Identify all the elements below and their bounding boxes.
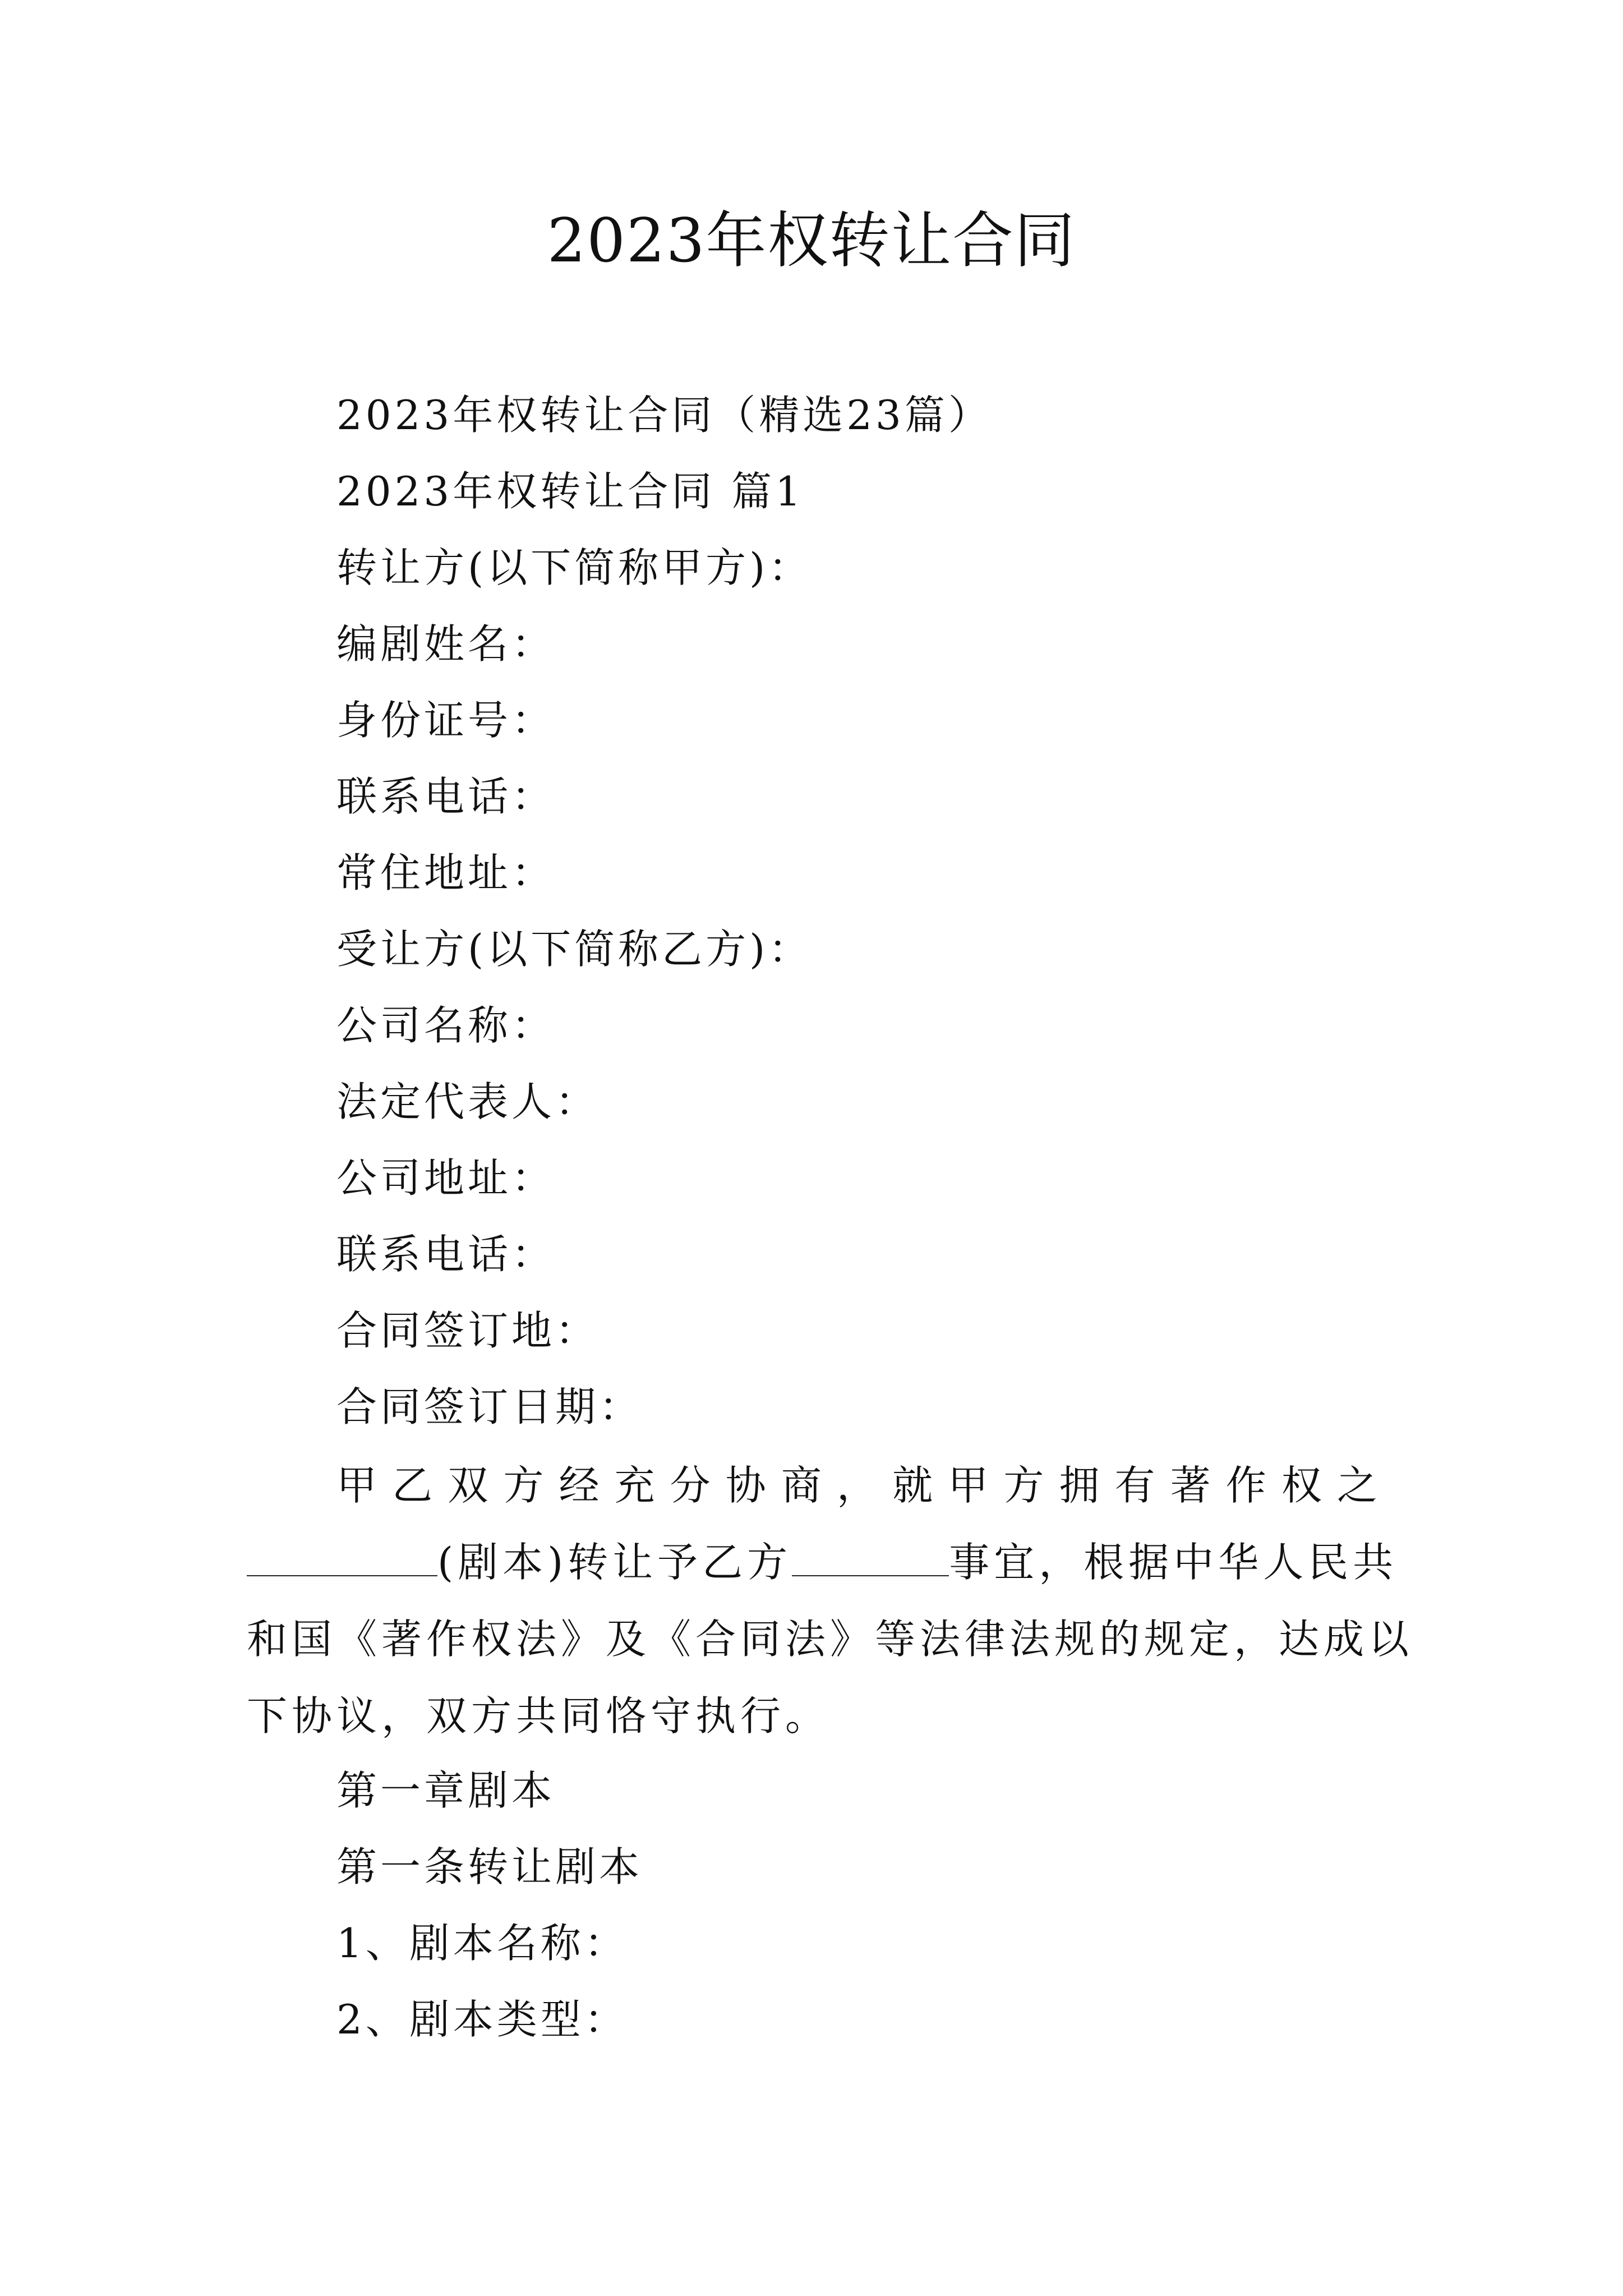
- agreement-paragraph: [247, 1447, 1414, 1755]
- field-label: 公司名称：: [336, 1002, 556, 1049]
- field-label: 编剧姓名：: [336, 620, 556, 668]
- field-label: 公司地址：: [336, 1154, 556, 1202]
- subtitle-line: 2023年权转让合同（精选23篇）: [336, 392, 992, 439]
- party-b-label: 受让方(以下简称乙方)：: [336, 926, 813, 973]
- paragraph-row: 甲乙双方经充分协商，就甲方拥有著作权之: [336, 1462, 1382, 1509]
- paragraph-row: 和国《著作权法》及《合同法》等法律法规的规定，达成以: [247, 1616, 1414, 1663]
- field-label: 联系电话：: [336, 1231, 556, 1278]
- blank-line: [792, 1542, 949, 1576]
- paragraph-row: [247, 1524, 1398, 1601]
- field-label: 1、剧本名称：: [336, 1920, 628, 1967]
- field-label: 法定代表人：: [336, 1078, 600, 1125]
- document-title: 2023年权转让合同: [547, 206, 1076, 276]
- party-a-label: 转让方(以下简称甲方)：: [336, 544, 813, 591]
- paragraph-text: 事宜，根据中华人民共: [949, 1539, 1398, 1586]
- field-label: 合同签订日期：: [336, 1383, 643, 1430]
- field-label: 联系电话：: [336, 773, 556, 820]
- section-heading: 2023年权转让合同 篇1: [336, 468, 804, 515]
- chapter-heading: 第一章剧本: [336, 1767, 556, 1814]
- blank-line: [247, 1542, 437, 1576]
- paragraph-text: (剧本)转让予乙方: [437, 1539, 792, 1586]
- article-heading: 第一条转让剧本: [336, 1843, 643, 1890]
- field-label: 常住地址：: [336, 849, 556, 896]
- paragraph-row: 下协议，双方共同恪守执行。: [247, 1692, 831, 1740]
- field-label: 合同签订地：: [336, 1307, 600, 1354]
- field-label: 身份证号：: [336, 697, 556, 744]
- field-label: 2、剧本类型：: [336, 1996, 628, 2043]
